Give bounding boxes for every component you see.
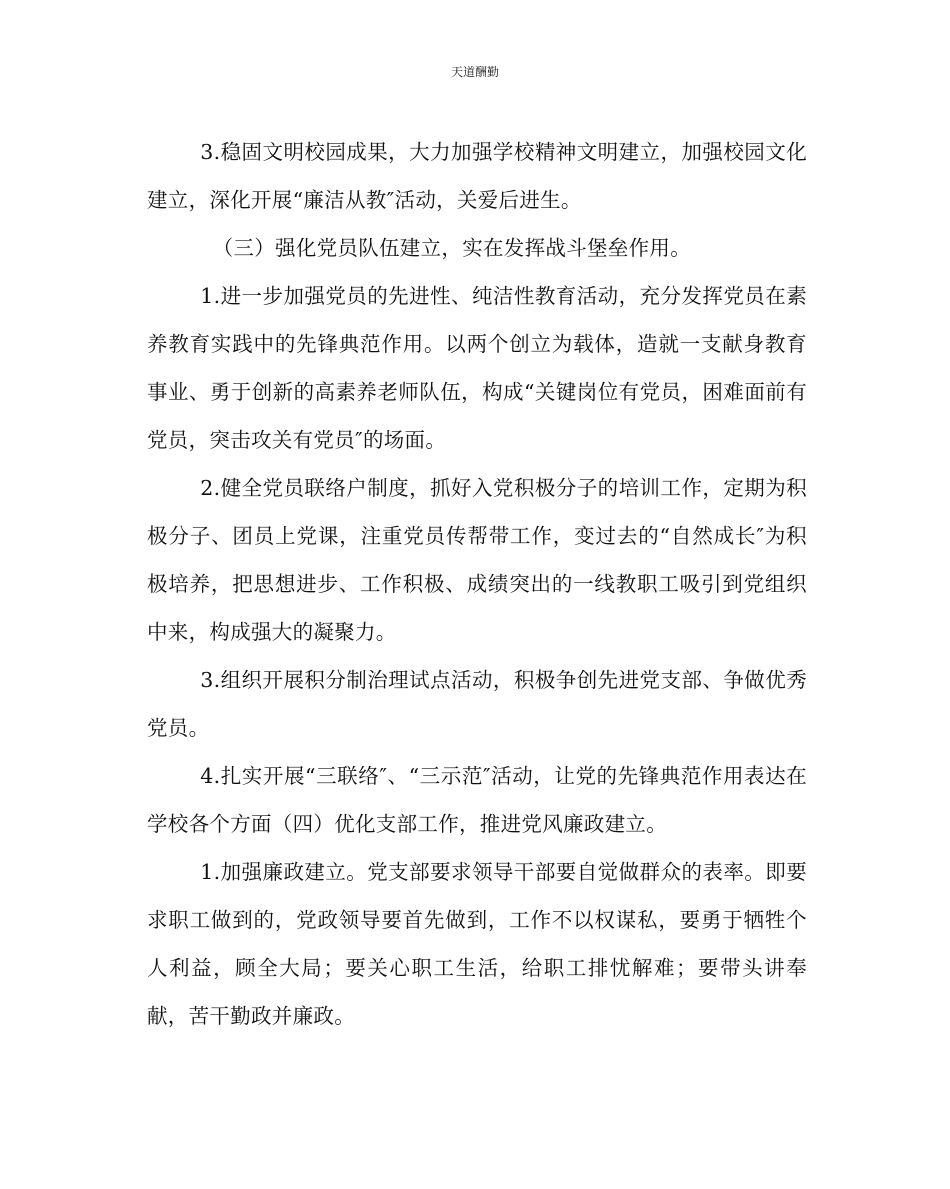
page-header: 天道酬勤 [450,65,499,79]
section-heading-party-members: （三）强化党员队伍建立，实在发挥战斗堡垒作用。 [212,236,691,260]
paragraph-integrity: 1.加强廉政建立。党支部要求领导干部要自觉做群众的表率。即要求职工做到的，党政领导要首先做到，工作不以权谋私，要勇于牺牲个人利益，顾全大局；要关心职工生活，给职工排忧解难；要带头讲奉献，苦干勤政并廉政。 [147,860,807,1028]
paragraph-liaison-system: 2.健全党员联络户制度，抓好入党积极分子的培训工作，定期为积极分子、团员上党课，注重党员传帮带工作，变过去的“自然成长″为积极培养，把思想进步、工作积极、成绩突出的一线教职工吸引到党组织中来，构成强大的凝聚力。 [147,476,807,644]
document-body [147,128,807,1040]
paragraph-three-activities: 4.扎实开展“三联络″、“三示范″活动，让党的先锋典范作用表达在学校各个方面（四）优化支部工作，推进党风廉政建立。 [147,764,807,836]
paragraph-party-education: 1.进一步加强党员的先进性、纯洁性教育活动，充分发挥党员在素养教育实践中的先锋典范作用。以两个创立为载体，造就一支献身教育事业、勇于创新的高素养老师队伍，构成“关键岗位有党员，困难面前有党员，突击攻关有党员″的场面。 [147,284,807,452]
paragraph-points-system: 3.组织开展积分制治理试点活动，积极争创先进党支部、争做优秀党员。 [147,668,807,740]
paragraph-consolidate-campus: 3.稳固文明校园成果，大力加强学校精神文明建立，加强校园文化建立，深化开展“廉洁从教″活动，关爱后进生。 [147,140,807,212]
